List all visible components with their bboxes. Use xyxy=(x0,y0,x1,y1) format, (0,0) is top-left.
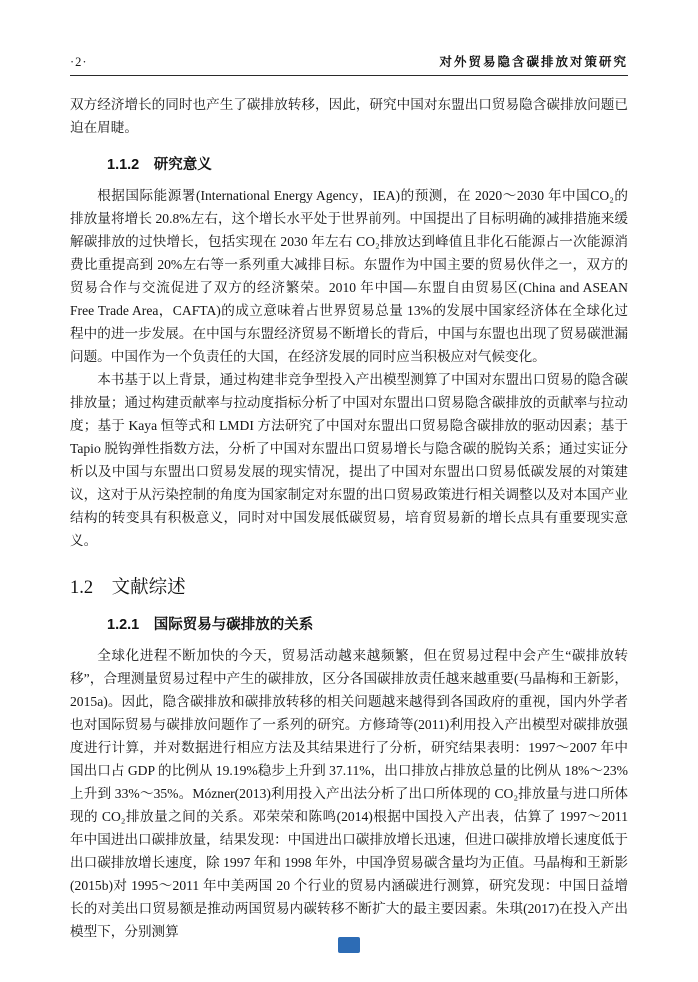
heading-number: 1.2 xyxy=(70,578,94,598)
heading-title: 文献综述 xyxy=(111,578,186,598)
paragraph-literature-review: 全球化进程不断加快的今天，贸易活动越来越频繁，但在贸易过程中会产生“碳排放转移”，合理测量贸易过程中产生的碳排放，区分各国碳排放责任越来越重要(马晶梅和王新影，2015a)。因此，隐含碳排放和碳排放转移的相关问题越来越得到各国政府的重视，国内外学者也对国际贸易与碳排放问题作了一系列的研究。方修琦等(2011)利用投入产出模型对碳排放强度进行计算，并对数据进行相应方法及其结果进行了分析，研究结果表明：1997～2007 年中国出口占 GDP 的比例从 19.19%稳步上升到 37.11%，出口排放占排放总量的比例从 18%～23%上升到 33%～35%。Mózner(2013)利用投入产出法分析了出口所体现的 CO₂排放量与进口所体现的 CO₂排放量之间的关系。邓荣荣和陈鸣(2014)根据中国投入产出表，估算了 1997～2011 年中国进出口碳排放量，结果发现：中国进出口碳排放增长迅速，但进口碳排放增长速度低于出口碳排放增长速度，除 1997 年和 1998 年外，中国净贸易碳含量均为正值。马晶梅和王新影(2015b)对 1995～2011 年中美两国 20 个行业的贸易内涵碳进行测算，研究发现：中国日益增长的对美出口贸易额是推动两国贸易内碳转移不断扩大的最主要因素。朱琪(2017)在投入产出模型下，分别测算 xyxy=(70,648,628,939)
heading-title: 研究意义 xyxy=(153,157,212,173)
page-header xyxy=(70,52,628,76)
paragraph-continuation: 双方经济增长的同时也产生了碳排放转移，因此，研究中国对东盟出口贸易隐含碳排放问题已迫在眉睫。 xyxy=(70,97,628,135)
paragraph-book-summary: 本书基于以上背景，通过构建非竞争型投入产出模型测算了中国对东盟出口贸易的隐含碳排放量；通过构建贡献率与拉动度指标分析了中国对东盟出口贸易隐含碳排放的贡献率与拉动度；基于 Kaya 恒等式和 LMDI 方法研究了中国对东盟出口贸易隐含碳排放的驱动因素；基于 Tapio 脱钩弹性指数方法，分析了中国对东盟出口贸易增长与隐含碳的脱钩关系；通过实证分析以及中国与东盟出口贸易发展的现实情况，提出了中国对东盟出口贸易低碳发展的对策建议，这对于从污染控制的角度为国家制定对东盟的出口贸易政策进行相关调整以及对本国产业结构的转变具有积极意义，同时对中国发展低碳贸易，培育贸易新的增长点具有重要现实意义。 xyxy=(70,372,628,548)
heading-1-1-2 xyxy=(70,153,628,174)
page-number: ·2· xyxy=(70,55,88,69)
heading-number: 1.1.2 xyxy=(107,157,140,173)
watermark-stamp xyxy=(338,937,360,953)
heading-1-2-1 xyxy=(70,613,628,634)
heading-1-2 xyxy=(70,573,628,599)
heading-number: 1.2.1 xyxy=(107,617,140,633)
heading-title: 国际贸易与碳排放的关系 xyxy=(153,617,314,633)
running-head-title: 对外贸易隐含碳排放对策研究 xyxy=(439,55,628,69)
page-body xyxy=(70,93,628,943)
paragraph-significance: 根据国际能源署(International Energy Agency，IEA)的预测，在 2020～2030 年中国CO₂的排放量将增长 20.8%左右，这个增长水平处于世界前列。中国提出了目标明确的减排措施来缓解碳排放的过快增长，包括实现在 2030 年左右 CO₂排放达到峰值且非化石能源占一次能源消费比重提高到 20%左右等一系列重大减排目标。东盟作为中国主要的贸易伙伴之一，双方的贸易合作与交流促进了双方的经济繁荣。2010 年中国—东盟自由贸易区(China and ASEAN Free Trade Area，CAFTA)的成立意味着占世界贸易总量 13%的发展中国家经济体在全球化过程中的进一步发展。在中国与东盟经济贸易不断增长的背后，中国与东盟也出现了贸易碳泄漏问题。中国作为一个负责任的大国，在经济发展的同时应当积极应对气候变化。 xyxy=(70,188,628,364)
